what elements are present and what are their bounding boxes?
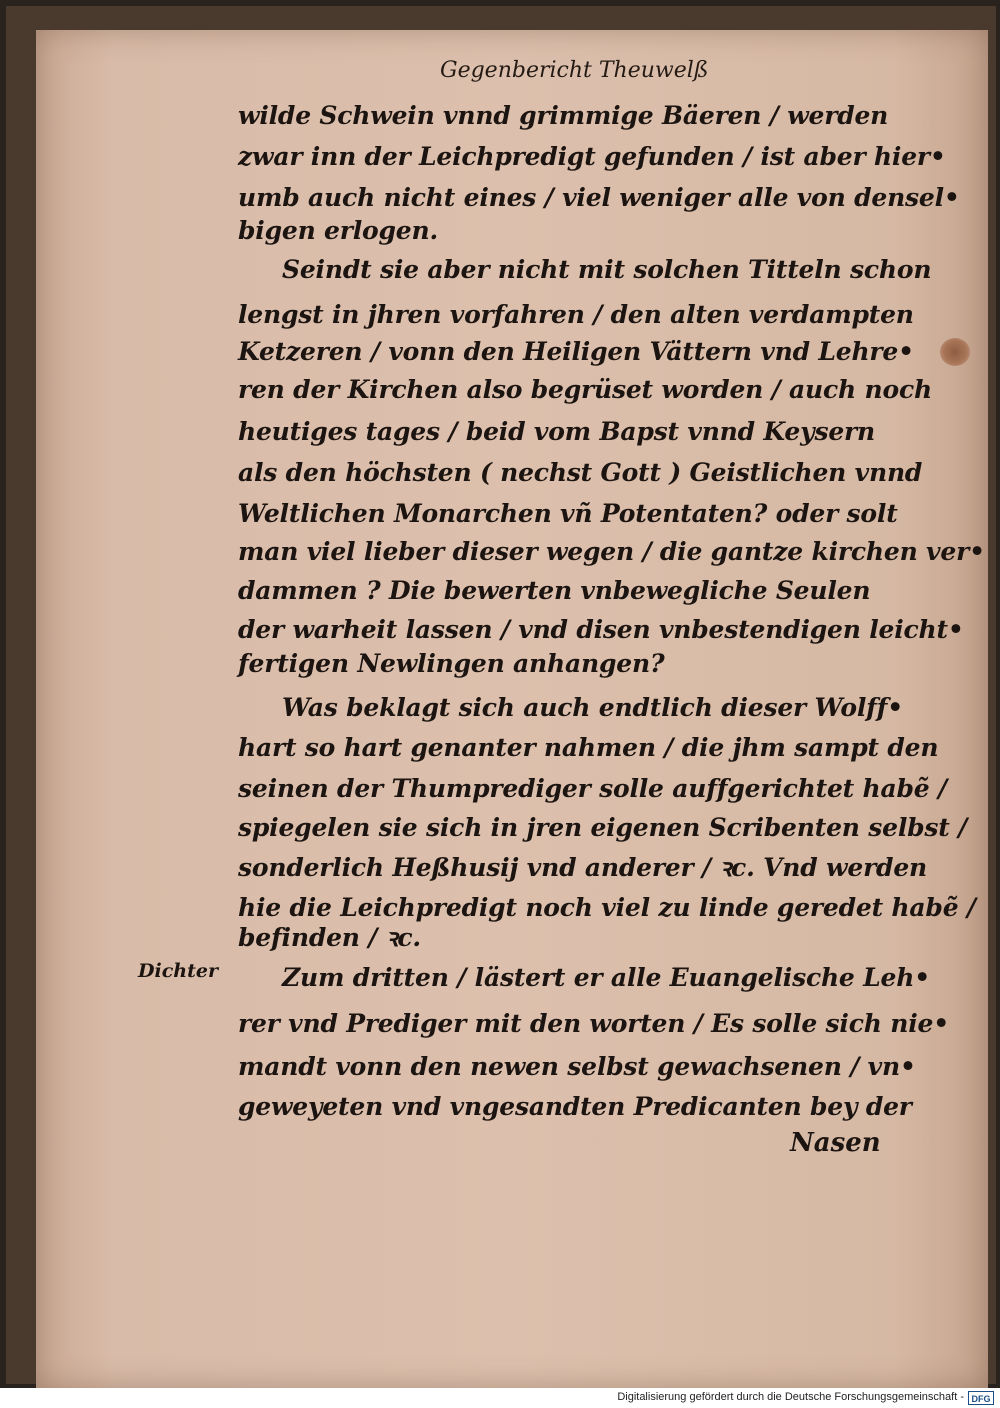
text-line: dammen ? Die bewerten vnbewegliche Seulen xyxy=(238,576,871,605)
text-line: befinden / ꝛc. xyxy=(238,923,421,952)
text-line: Was beklagt sich auch endtlich dieser Wolff• xyxy=(282,693,904,722)
text-line: Ketzeren / vonn den Heiligen Vättern vnd Lehre• xyxy=(238,337,914,366)
footer-credit: Digitalisierung gefördert durch die Deutsche Forschungsgemeinschaft - xyxy=(617,1391,964,1403)
text-line: ren der Kirchen also begrüset worden / auch noch xyxy=(238,375,932,404)
text-line: hie die Leichpredigt noch viel zu linde geredet habẽ / xyxy=(238,893,976,922)
text-line: fertigen Newlingen anhangen? xyxy=(238,649,665,678)
text-line: mandt vonn den newen selbst gewachsenen / vn• xyxy=(238,1052,916,1081)
text-line: Weltlichen Monarchen vñ Potentaten? oder solt xyxy=(238,499,898,528)
text-line: sonderlich Heßhusij vnd anderer / ꝛc. Vnd werden xyxy=(238,853,928,882)
margin-note: Dichter xyxy=(138,960,218,982)
text-line: zwar inn der Leichpredigt gefunden / ist aber hier• xyxy=(238,142,946,171)
text-line: als den höchsten ( nechst Gott ) Geistlichen vnnd xyxy=(238,458,923,487)
text-line: Seindt sie aber nicht mit solchen Titteln schon xyxy=(282,255,932,284)
text-line: bigen erlogen. xyxy=(238,216,438,245)
text-line: lengst in jhren vorfahren / den alten verdampten xyxy=(238,300,914,329)
text-line: hart so hart genanter nahmen / die jhm sampt den xyxy=(238,733,939,762)
text-line: seinen der Thumprediger solle auffgerichtet habẽ / xyxy=(238,774,947,803)
catchword: Nasen xyxy=(790,1128,881,1158)
dfg-logo-icon: DFG xyxy=(968,1391,994,1405)
paper-stain xyxy=(940,338,970,366)
running-head: Gegenbericht Theuwelß xyxy=(440,58,709,83)
text-line: der warheit lassen / vnd disen vnbestendigen leicht• xyxy=(238,615,964,644)
text-line: man viel lieber dieser wegen / die gantze kirchen ver• xyxy=(238,537,985,566)
text-line: wilde Schwein vnnd grimmige Bäeren / werden xyxy=(238,101,889,130)
text-line: heutiges tages / beid vom Bapst vnnd Keysern xyxy=(238,417,875,446)
text-line: umb auch nicht eines / viel weniger alle von densel• xyxy=(238,183,960,212)
text-line: rer vnd Prediger mit den worten / Es solle sich nie• xyxy=(238,1009,949,1038)
text-line: geweyeten vnd vngesandten Predicanten bey der xyxy=(238,1092,912,1121)
text-line: spiegelen sie sich in jren eigenen Scribenten selbst / xyxy=(238,813,968,842)
footer-bar xyxy=(0,1388,1000,1408)
text-line: Zum dritten / lästert er alle Euangelische Leh• xyxy=(282,963,930,992)
